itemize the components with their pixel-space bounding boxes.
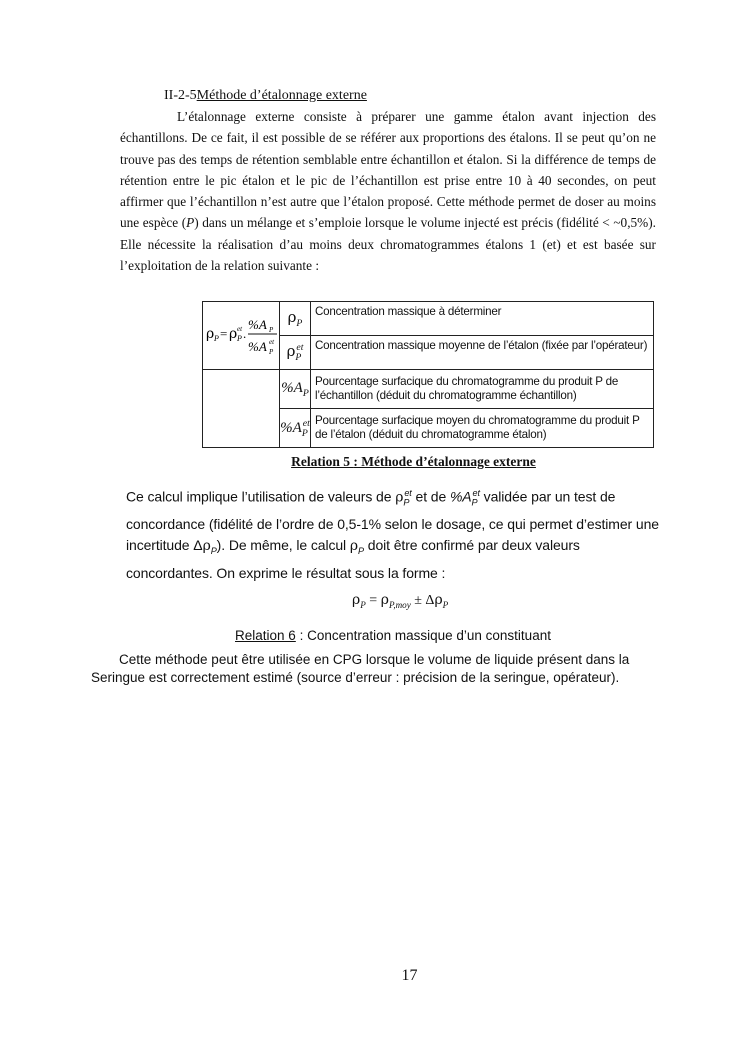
- svg-text:ρ: ρ: [206, 326, 215, 342]
- svg-text:et: et: [237, 325, 243, 333]
- description-rho-p: Concentration massique à déterminer: [311, 302, 654, 336]
- svg-text:et: et: [269, 338, 275, 346]
- section-heading: [164, 88, 367, 104]
- svg-text:.: .: [243, 326, 247, 341]
- symbol-area-p: $\%A_P$: [280, 370, 311, 409]
- symbol-rho-p-et: $\rho_P^{et}$: [280, 336, 311, 370]
- description-area-p-et: Pourcentage surfacique moyen du chromatogramme du produit P de l’étalon (déduit du chromatogramme étalon): [311, 409, 654, 448]
- svg-text:%A: %A: [248, 317, 267, 332]
- page-number: 17: [401, 967, 418, 984]
- relation-5-table: [202, 301, 654, 448]
- svg-text:P: P: [214, 334, 219, 343]
- section-title: Méthode d’étalonnage externe: [196, 88, 367, 103]
- svg-text:P: P: [269, 348, 274, 356]
- calc-paragraph: Ce calcul implique l’utilisation de valeurs de $\rho_P^{et}$ et de $\%A_P^{et}$ validée par un test de concordance (fidélité de l’ordre de 0,5-1% selon le dosage, ce qui permet d’estimer une incertitude $\Delta\rho_P$). De même, le calcul $\rho_P$ doit être confirmé par deux valeurs concordantes. On exprime le résultat sous la forme :: [126, 488, 659, 581]
- result-formula: $\rho_P = \rho_{P,moy} \pm \Delta\rho_P$: [352, 592, 449, 610]
- description-area-p: Pourcentage surfacique du chromatogramme du produit P de l’échantillon (déduit du chromatogramme échantillon): [311, 370, 654, 409]
- relation-5-formula: [203, 302, 280, 370]
- svg-text:=: =: [220, 326, 228, 341]
- svg-text:P: P: [237, 334, 242, 343]
- relation-5-caption: Relation 5 : Méthode d’étalonnage externe: [291, 454, 536, 469]
- formula-graphic: [203, 304, 279, 362]
- description-rho-p-et: Concentration massique moyenne de l’étalon (fixée par l’opérateur): [311, 336, 654, 370]
- symbol-rho-p: $\rho_P$: [280, 302, 311, 336]
- final-paragraph: Cette méthode peut être utilisée en CPG lorsque le volume de liquide présent dans la Seringue est correctement estimé (source d’erreur : précision de la seringue, opérateur).: [91, 652, 630, 685]
- svg-text:ρ: ρ: [229, 326, 238, 342]
- symbol-area-p-et: $\%A_P^{et}$: [280, 409, 311, 448]
- relation-6-caption: Relation 6 : Concentration massique d’un constituant: [235, 628, 551, 643]
- section-number: II-2-5: [164, 88, 197, 103]
- intro-paragraph: L’étalonnage externe consiste à préparer une gamme étalon avant injection des échantillons. De ce fait, il est possible de se référer aux proportions des étalons. Il se peut qu’on ne trouve pas des temps de rétention semblable entre échantillon et étalon. Si la différence de temps de rétention entre le pic étalon et le pic de l’échantillon est prise entre 10 à 40 secondes, on peut affirmer que l’échantillon n’est autre que l’étalon proposé. Cette méthode permet de doser au moins une espèce (P) dans un mélange et s’emploie lorsque le volume injecté est précis (fidélité < ~0,5%). Elle nécessite la réalisation d’au moins deux chromatogrammes étalons 1 (et) et est basée sur l’exploitation de la relation suivante :: [120, 109, 656, 274]
- svg-text:%A: %A: [248, 339, 267, 354]
- svg-text:P: P: [269, 326, 274, 334]
